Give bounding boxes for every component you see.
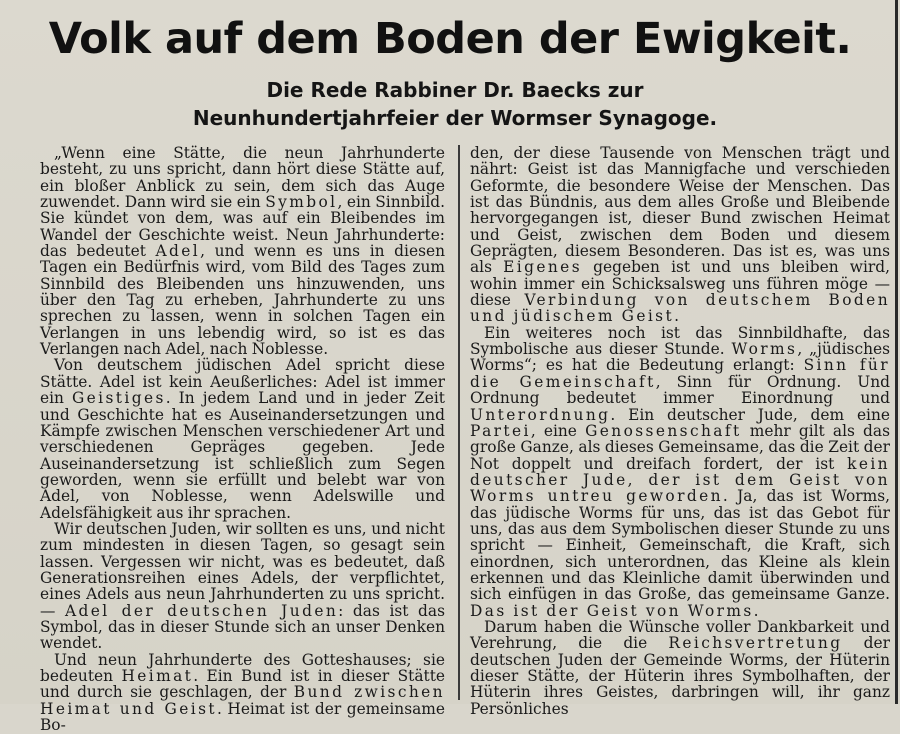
column-divider: [458, 145, 460, 700]
left-column: [40, 144, 445, 734]
right-paragraph-2: Ein weiteres noch ist das Sinnbildhafte, das Symbolische aus dieser Stunde. Worms, „jüdisches Worms“; es hat die Bedeutung erlangt: Sinn für die Gemeinschaft, Sinn für Ordnung. Und Ordnung bedeutet immer Einordnung und Unterordnung. Ein deutscher Jude, dem eine Partei, eine Genossenschaft mehr gilt als das große Ganze, als dieses Gemeinsame, das die Zeit der Not doppelt und dreifach fordert, der ist kein deutscher Jude, der ist dem Geist von Worms untreu geworden. Ja, das ist Worms, das jüdische Worms für uns, das ist das Gebot für uns, das aus dem Symbolischen dieser Stunde zu uns spricht — Einheit, Gemeinschaft, die Kraft, sich einordnen, sich unterordnen, das Kleine als klein erkennen und das Kleinliche damit überwinden und sich einfügen in das Große, das gemeinsame Ganze. Das ist der Geist von Worms.: [470, 323, 890, 620]
right-paragraph-3: Darum haben die Wünsche voller Dankbarkeit und Verehrung, die die Reichsvertretung der deutschen Juden der Gemeinde Worms, der Hüterin dieser Stätte, der Hüterin ihres Symbolhaften, der Hüterin ihres Geistes, darbringen will, ihr ganz Persönliches: [470, 617, 890, 718]
subheadline-2: Neunhundertjahrfeier der Wormser Synagoge.: [192, 106, 718, 130]
page-edge: [895, 0, 898, 704]
left-paragraph-1: „Wenn eine Stätte, die neun Jahrhunderte besteht, zu uns spricht, dann hört diese Stätte auf, ein bloßer Anblick zu sein, dem sich das Auge zuwendet. Dann wird sie ein Symbol, ein Sinnbild. Sie kündet von dem, was auf ein Bleibendes im Wandel der Geschichte weist. Neun Jahrhunderte: das bedeutet Adel, und wenn es uns in diesen Tagen ein Bedürfnis wird, vom Bild des Tages zum Sinnbild des Bleibenden uns hinzuwenden, uns über den Tag zu erheben, Jahrhunderte zu uns sprechen zu lassen, wenn in solchen Tagen ein Verlangen in uns lebendig wird, so ist es das Verlangen nach Adel, nach Noblesse.: [40, 144, 445, 359]
subheadline-1: Die Rede Rabbiner Dr. Baecks zur: [266, 78, 644, 102]
left-paragraph-2: Von deutschem jüdischen Adel spricht diese Stätte. Adel ist kein Aeußerliches: Adel ist immer ein Geistiges. In jedem Land und in jeder Zeit und Geschichte hat es Auseinandersetzungen und Kämpfe zwischen Menschen verschiedener Art und verschiedenen Gepräges gegeben. Jede Auseinandersetzung ist schließlich zum Segen geworden, wenn sie erfüllt und belebt war von Adel, von Noblesse, wenn Adelswille und Adelsfähigkeit aus ihr sprachen.: [40, 356, 445, 522]
headline: Volk auf dem Boden der Ewigkeit.: [48, 14, 852, 64]
right-paragraph-1: den, der diese Tausende von Menschen trägt und nährt: Geist ist das Mannigfache und verschieden Geformte, die besondere Weise der Menschen. Das ist das Bündnis, aus dem alles Große und Bleibende hervorgegangen ist, dieser Bund zwischen Heimat und Geist, zwischen dem Boden und diesem Geprägten, diesem Besonderen. Das ist es, was uns als Eigenes gegeben ist und uns bleiben wird, wohin immer ein Schicksalsweg uns führen möge — diese Verbindung von deutschem Boden und jüdischem Geist.: [470, 144, 891, 326]
left-paragraph-3: Wir deutschen Juden, wir sollten es uns, und nicht zum mindesten in diesen Tagen, so gesagt sein lassen. Vergessen wir nicht, was es bedeutet, daß Generationsreihen eines Adels, der verpflichtet, eines Adels aus neun Jahrhunderten zu uns spricht. — Adel der deutschen Juden: das ist das Symbol, das in dieser Stunde sich an unser Denken wendet.: [40, 519, 445, 653]
left-paragraph-4: Und neun Jahrhunderte des Gotteshauses; sie bedeuten Heimat. Ein Bund ist in dieser Stätte und durch sie geschlagen, der Bund zwischen Heimat und Geist. Heimat ist der gemeinsame Bo-: [40, 650, 445, 734]
right-column: [470, 144, 891, 718]
